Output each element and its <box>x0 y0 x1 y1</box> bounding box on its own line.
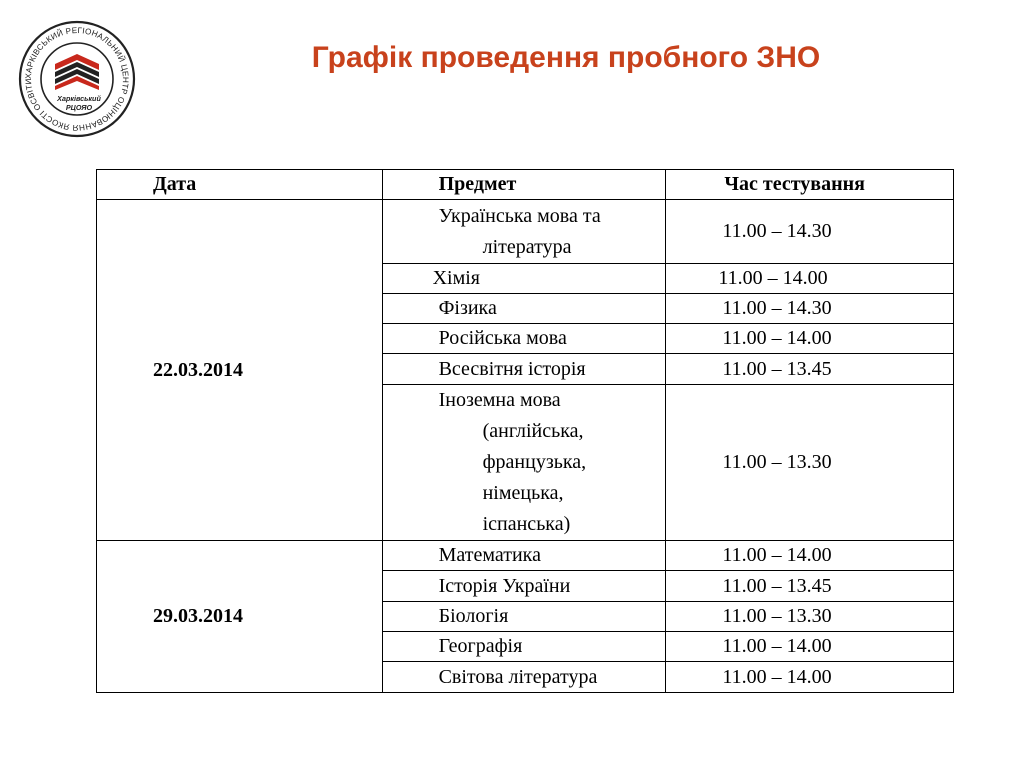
header-subject: Предмет <box>382 170 666 200</box>
time-cell: 11.00 – 14.00 <box>666 324 954 354</box>
subject-cell: Біологія <box>382 602 666 632</box>
time-cell: 11.00 – 13.45 <box>666 354 954 385</box>
subject-cell: Хімія <box>382 264 666 294</box>
table-row <box>97 541 954 571</box>
subject-cell: Історія України <box>382 571 666 602</box>
subject-line: німецька, <box>482 482 564 504</box>
logo-name-line2: РЦОЯО <box>65 103 93 112</box>
subject-line: французька, <box>482 451 587 473</box>
time-cell: 11.00 – 13.30 <box>666 602 954 632</box>
time-cell: 11.00 – 14.00 <box>666 264 954 294</box>
subject-line: Іноземна мова <box>438 389 561 411</box>
time-cell: 11.00 – 14.00 <box>666 632 954 662</box>
subject-cell <box>382 200 666 264</box>
subject-cell: Російська мова <box>382 324 666 354</box>
subject-cell: Географія <box>382 632 666 662</box>
subject-cell: Фізика <box>382 294 666 324</box>
header-time: Час тестування <box>666 170 954 200</box>
subject-cell: Математика <box>382 541 666 571</box>
table-row <box>97 200 954 264</box>
table-header-row <box>97 170 954 200</box>
time-cell: 11.00 – 14.30 <box>666 200 954 264</box>
logo-seal-icon <box>18 20 136 138</box>
schedule-table <box>96 169 954 693</box>
subject-line: література <box>482 235 572 258</box>
organization-logo <box>18 20 136 138</box>
logo-ring-text: ХАРКІВСЬКИЙ РЕГІОНАЛЬНИЙ ЦЕНТР ОЦІНЮВАННЯ ЯКОСТІ ОСВІТИ <box>23 25 131 133</box>
subject-cell: Світова література <box>382 662 666 693</box>
time-cell: 11.00 – 13.45 <box>666 571 954 602</box>
date-cell: 22.03.2014 <box>97 200 383 541</box>
time-cell: 11.00 – 14.00 <box>666 662 954 693</box>
logo-name-line1: Харківський <box>57 94 101 103</box>
time-cell: 11.00 – 14.30 <box>666 294 954 324</box>
subject-line: іспанська) <box>482 513 571 535</box>
subject-cell <box>382 385 666 541</box>
page-title: Графік проведення пробного ЗНО <box>311 41 821 74</box>
time-cell: 11.00 – 13.30 <box>666 385 954 541</box>
subject-cell: Всесвітня історія <box>382 354 666 385</box>
date-cell: 29.03.2014 <box>97 541 383 693</box>
subject-line: (англійська, <box>482 420 584 442</box>
time-cell: 11.00 – 14.00 <box>666 541 954 571</box>
header-date: Дата <box>97 170 383 200</box>
subject-line: Українська мова та <box>438 204 601 227</box>
